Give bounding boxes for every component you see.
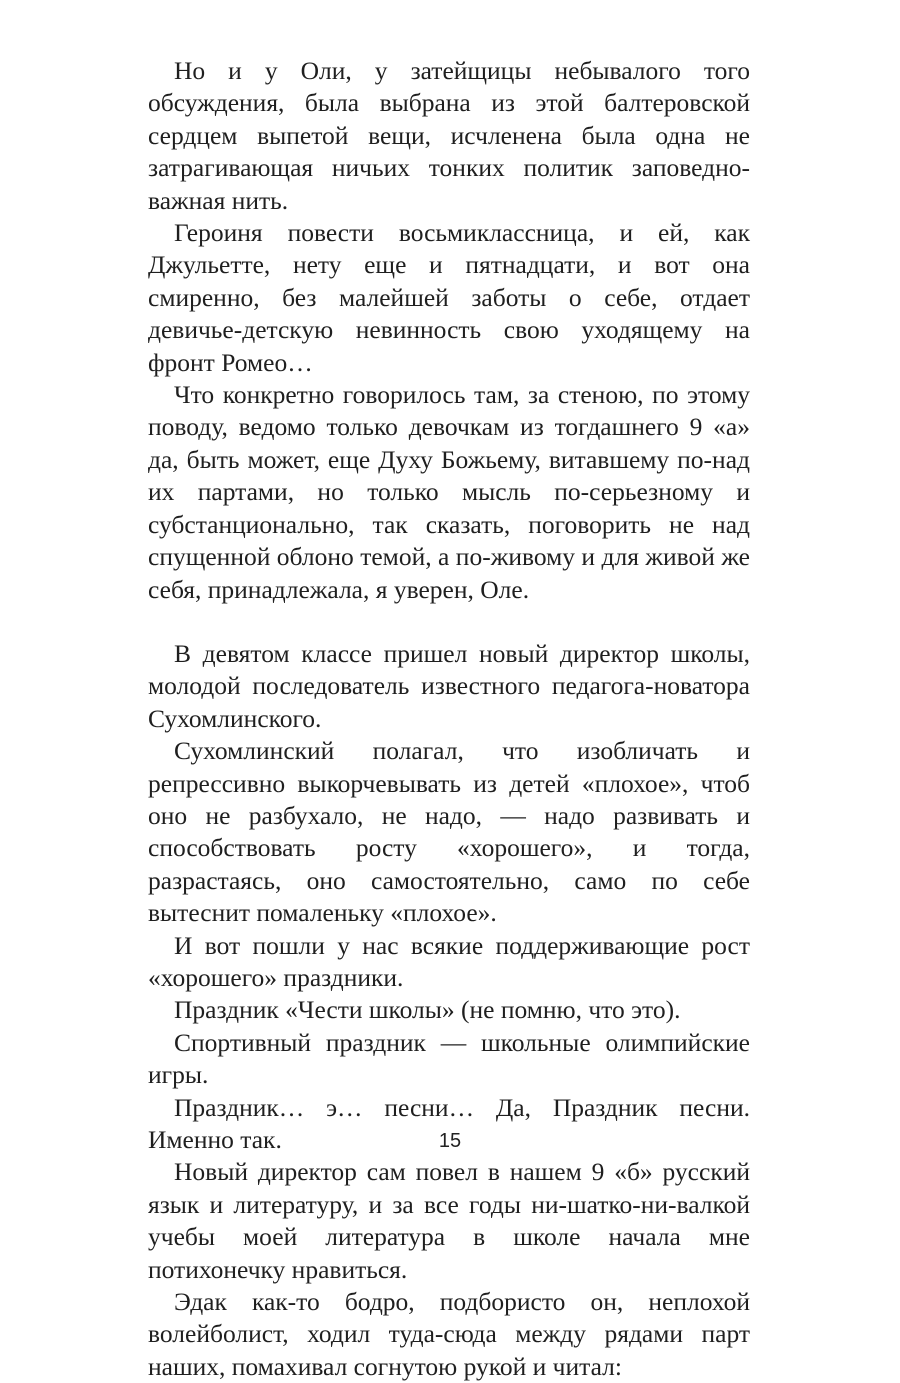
paragraph: Сухомлинский полагал, что изобличать и репрессивно выкорчевывать из детей «плохое», чтоб оно не разбухало, не надо, — надо развивать и способствовать росту «хорошего», и тогда, разрастаясь, оно самостоятельно, само по себе вытеснит помаленьку «плохое». <box>148 736 750 928</box>
paragraph: Что конкретно говорилось там, за стеною, по этому поводу, ведомо только девочкам из тогдашнего 9 «а» да, быть может, еще Духу Божьему, витавшему по-над их партами, но только мысль по-серьезному и субстанционально, так сказать, поговорить не над спущенной облоно темой, а по-живому и для живой же себя, принадлежала, я уверен, Оле. <box>148 380 750 604</box>
paragraph: Праздник «Чести школы» (не помню, что это). <box>174 995 681 1025</box>
paragraph: Но и у Оли, у затейщицы небывалого того обсуждения, была выбрана из этой балтеровской сердцем выпетой вещи, исчленена была одна не затрагивающая ничьих тонких политик заповедно-важная нить. <box>148 56 750 215</box>
section-break <box>148 606 750 638</box>
paragraph: В девятом классе пришел новый директор школы, молодой последователь известного педагога-новатора Сухомлинского. <box>148 638 750 733</box>
paragraph: Новый директор сам повел в нашем 9 «б» русский язык и литературу, и за все годы ни-шатко-ни-валкой учебы моей литература в школе начала мне потихонечку нравиться. <box>148 1157 750 1284</box>
paragraph: Героиня повести восьмиклассница, и ей, как Джульетте, нету еще и пятнадцати, и вот она смиренно, без малейшей заботы о себе, отдает девичье-детскую невинность свою уходящему на фронт Ромео… <box>148 218 750 377</box>
paragraph: Праздник… э… песни… Да, Праздник песни. Именно так. <box>148 1092 750 1154</box>
body-text <box>148 55 750 1383</box>
paragraph: Эдак как-то бодро, подбористо он, неплохой волейболист, ходил туда-сюда между рядами парт наших, помахивал согнутою рукой и читал: <box>148 1287 750 1381</box>
page-number: 15 <box>438 1130 462 1152</box>
paragraph: И вот пошли у нас всякие поддерживающие рост «хорошего» праздники. <box>148 930 750 992</box>
paragraph: Спортивный праздник — школьные олимпийские игры. <box>148 1027 750 1090</box>
